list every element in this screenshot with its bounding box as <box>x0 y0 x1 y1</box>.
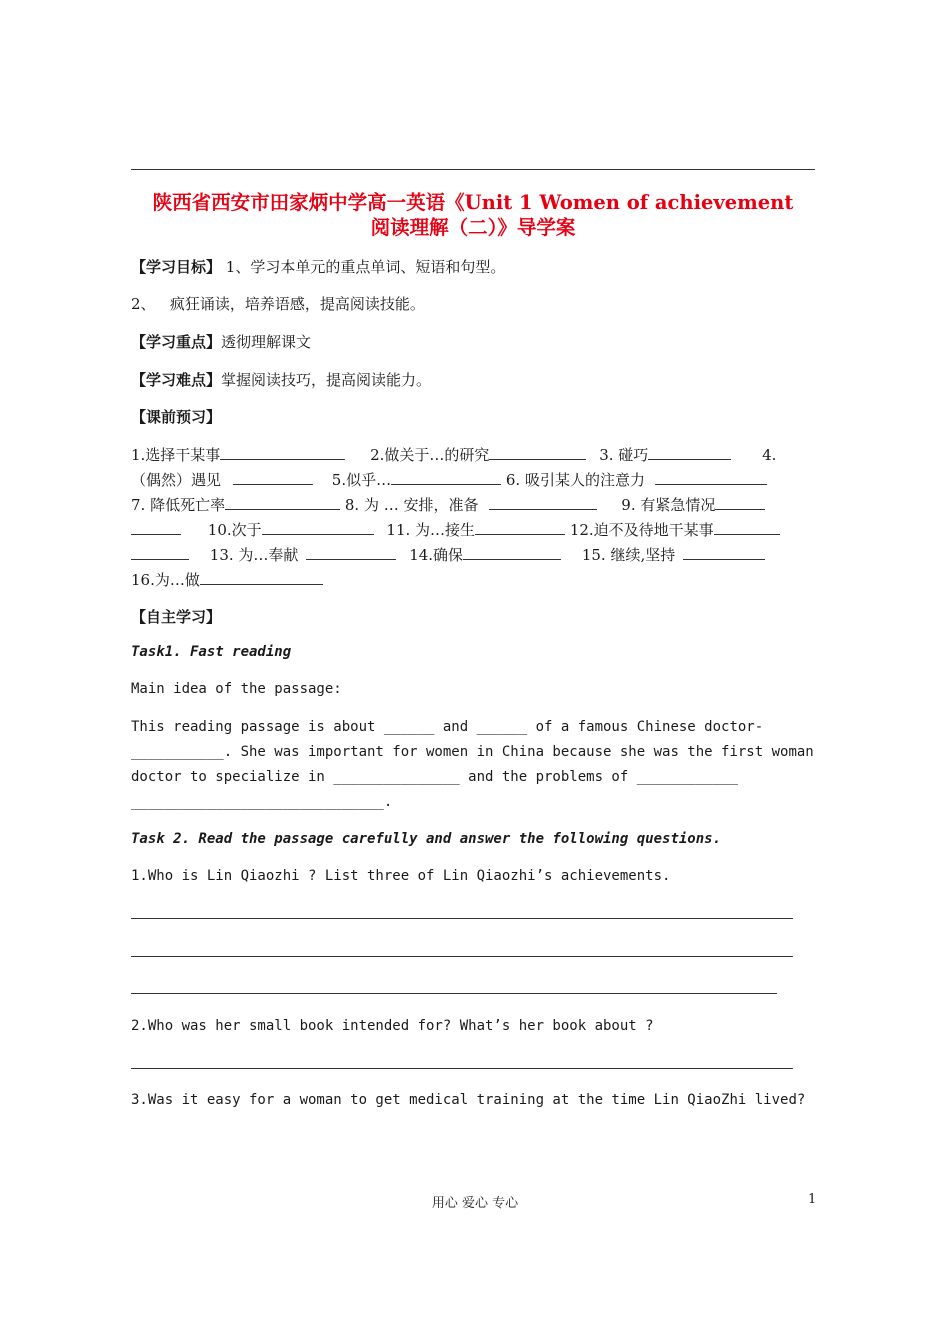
vocab-blank-15[interactable] <box>683 545 765 560</box>
vocab-item-10: 10.次于 <box>207 521 262 539</box>
vocab-blank-12[interactable] <box>714 520 780 535</box>
difficulties-text: 掌握阅读技巧，提高阅读能力。 <box>221 371 432 389</box>
key-points-label: 【学习重点】 <box>131 333 222 351</box>
vocab-blank-9b[interactable] <box>131 520 181 535</box>
vocab-blank-11[interactable] <box>475 520 565 535</box>
header-rule <box>131 169 815 170</box>
vocab-item-3: 3. 碰巧 <box>599 446 649 464</box>
vocab-item-13: 13. 为…奉献 <box>209 546 299 564</box>
difficulties-label: 【学习难点】 <box>131 371 222 389</box>
task2-title: Task 2. Read the passage carefully and answer the following questions. <box>131 831 722 847</box>
task1-paragraph-line-2: ___________. She was important for women in China because she was the first woman <box>131 744 814 760</box>
vocab-item-11: 11. 为…接生 <box>386 521 476 539</box>
task1-title: Task1. Fast reading <box>131 644 292 660</box>
vocab-item-8: 8. 为 … 安排，准备 <box>344 496 479 514</box>
preview-label: 【课前预习】 <box>131 408 222 426</box>
document-title <box>131 190 815 240</box>
vocab-row-1 <box>131 444 815 465</box>
learning-goal-2: 2、 疯狂诵读，培养语感，提高阅读技能。 <box>131 295 425 313</box>
vocab-blank-7[interactable] <box>225 495 340 510</box>
task1-paragraph-line-1: This reading passage is about ______ and ______ of a famous Chinese doctor- <box>131 719 764 735</box>
vocab-blank-13[interactable] <box>306 545 396 560</box>
vocab-blank-3[interactable] <box>648 445 731 460</box>
learning-goals-label: 【学习目标】 <box>131 258 222 276</box>
vocab-row-5 <box>131 544 815 565</box>
footer-text: 用心 爱心 专心 <box>431 1196 519 1211</box>
vocab-blank-4[interactable] <box>233 470 313 485</box>
title-line-2: 阅读理解（二）》导学案 <box>370 216 576 239</box>
question-2: 2.Who was her small book intended for? What’s her book about ? <box>131 1018 654 1034</box>
learning-goals <box>131 256 505 277</box>
vocab-item-1: 1.选择干某事 <box>131 446 221 464</box>
answer-line-1a[interactable] <box>131 918 793 919</box>
vocab-item-15: 15. 继续,坚持 <box>581 546 676 564</box>
vocab-item-6: 6. 吸引某人的注意力 <box>505 471 645 489</box>
learning-goal-1: 1、学习本单元的重点单词、短语和句型。 <box>221 258 506 276</box>
vocab-item-12: 12.迫不及待地干某事 <box>569 521 714 539</box>
vocab-item-7: 7. 降低死亡率 <box>131 496 226 514</box>
task1-paragraph-line-4: ______________________________. <box>131 794 393 810</box>
vocab-blank-5[interactable] <box>391 470 501 485</box>
page-number: 1 <box>808 1192 817 1207</box>
vocab-row-3 <box>131 494 815 515</box>
self-study-label: 【自主学习】 <box>131 608 222 626</box>
answer-line-2[interactable] <box>131 1068 793 1069</box>
task1-paragraph-line-3: doctor to specialize in _______________ and the problems of ____________ <box>131 769 738 785</box>
vocab-item-9: 9. 有紧急情况 <box>621 496 716 514</box>
vocab-row-6 <box>131 569 815 590</box>
vocab-row-2 <box>131 469 815 490</box>
vocab-blank-14[interactable] <box>463 545 561 560</box>
vocab-blank-16[interactable] <box>200 570 323 585</box>
vocab-blank-1[interactable] <box>220 445 345 460</box>
vocab-blank-12b[interactable] <box>131 545 189 560</box>
key-points <box>131 331 311 352</box>
question-3: 3.Was it easy for a woman to get medical training at the time Lin QiaoZhi lived? <box>131 1092 806 1108</box>
vocab-row-4 <box>131 519 815 540</box>
vocab-item-5: 5.似乎… <box>331 471 392 489</box>
vocab-item-16: 16.为…做 <box>131 571 200 589</box>
vocab-blank-10[interactable] <box>262 520 374 535</box>
title-line-1: 陕西省西安市田家炳中学高一英语《Unit 1 Women of achievement <box>152 191 794 214</box>
vocab-blank-6[interactable] <box>655 470 767 485</box>
difficulties <box>131 369 431 390</box>
main-idea-label: Main idea of the passage: <box>131 681 342 697</box>
vocab-item-4b: （偶然）遇见 <box>131 471 222 489</box>
answer-line-1b[interactable] <box>131 956 793 957</box>
vocab-item-2: 2.做关于…的研究 <box>370 446 490 464</box>
key-points-text: 透彻理解课文 <box>221 333 312 351</box>
vocab-blank-2[interactable] <box>489 445 586 460</box>
answer-line-1c[interactable] <box>131 993 777 994</box>
question-1: 1.Who is Lin Qiaozhi ? List three of Lin Qiaozhi’s achievements. <box>131 868 671 884</box>
vocab-blank-8[interactable] <box>489 495 597 510</box>
vocab-blank-9[interactable] <box>715 495 765 510</box>
vocab-item-4: 4. <box>762 446 777 464</box>
vocab-item-14: 14.确保 <box>409 546 464 564</box>
